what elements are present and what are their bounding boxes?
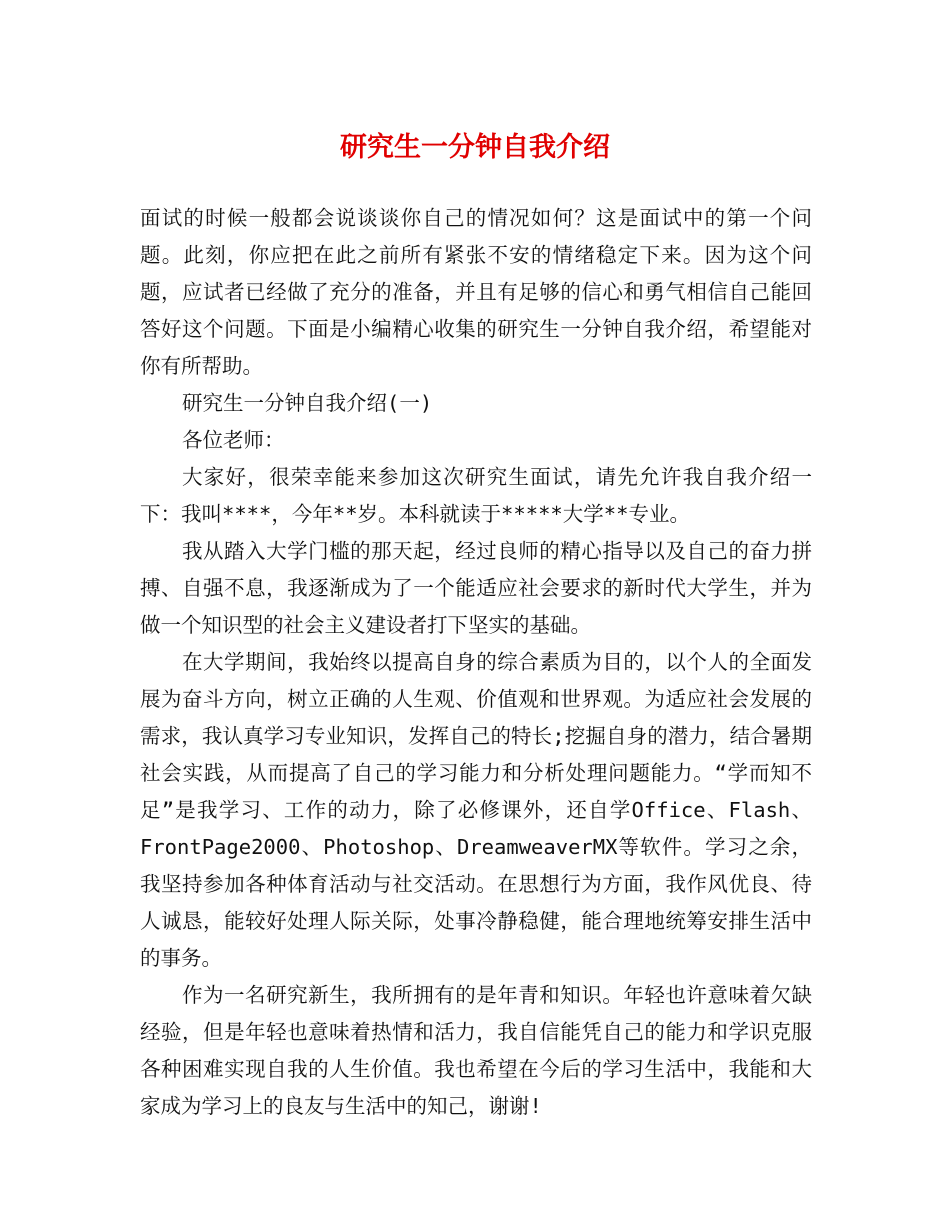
paragraph-section-heading: 研究生一分钟自我介绍(一) xyxy=(182,391,433,415)
paragraph-salutation: 各位老师： xyxy=(182,428,285,452)
paragraph-university-start: 我从踏入大学门槛的那天起，经过良师的精心指导以及自己的奋力拼搏、自强不息，我逐渐成为了一个能适应社会要求的新时代大学生，并为做一个知识型的社会主义建设者打下坚实的基础。 xyxy=(140,539,812,637)
paragraph-university-period: 在大学期间，我始终以提高自身的综合素质为目的，以个人的全面发展为奋斗方向，树立正确的人生观、价值观和世界观。为适应社会发展的需求，我认真学习专业知识，发挥自己的特长;挖掘自身的潜力，结合暑期社会实践，从而提高了自己的学习能力和分析处理问题能力。“学而知不足”是我学习、工作的动力，除了必修课外，还自学Office、Flash、FrontPage2000、Photoshop、DreamweaverMX等软件。学习之余，我坚持参加各种体育活动与社交活动。在思想行为方面，我作风优良、待人诚恳，能较好处理人际关际，处事冷静稳健，能合理地统筹安排生活中的事务。 xyxy=(140,650,812,970)
paragraph-greeting: 大家好，很荣幸能来参加这次研究生面试，请先允许我自我介绍一下：我叫****，今年**岁。本科就读于*****大学**专业。 xyxy=(140,465,812,526)
document-title: 研究生一分钟自我介绍 xyxy=(340,132,610,163)
paragraph-intro: 面试的时候一般都会说谈谈你自己的情况如何？这是面试中的第一个问题。此刻，你应把在此之前所有紧张不安的情绪稳定下来。因为这个问题，应试者已经做了充分的准备，并且有足够的信心和勇气相信自己能回答好这个问题。下面是小编精心收集的研究生一分钟自我介绍，希望能对你有所帮助。 xyxy=(140,206,812,378)
document-body xyxy=(140,200,812,1125)
paragraph-closing: 作为一名研究新生，我所拥有的是年青和知识。年轻也许意味着欠缺经验，但是年轻也意味着热情和活力，我自信能凭自己的能力和学识克服各种困难实现自我的人生价值。我也希望在今后的学习生活中，我能和大家成为学习上的良友与生活中的知己，谢谢! xyxy=(140,983,812,1118)
